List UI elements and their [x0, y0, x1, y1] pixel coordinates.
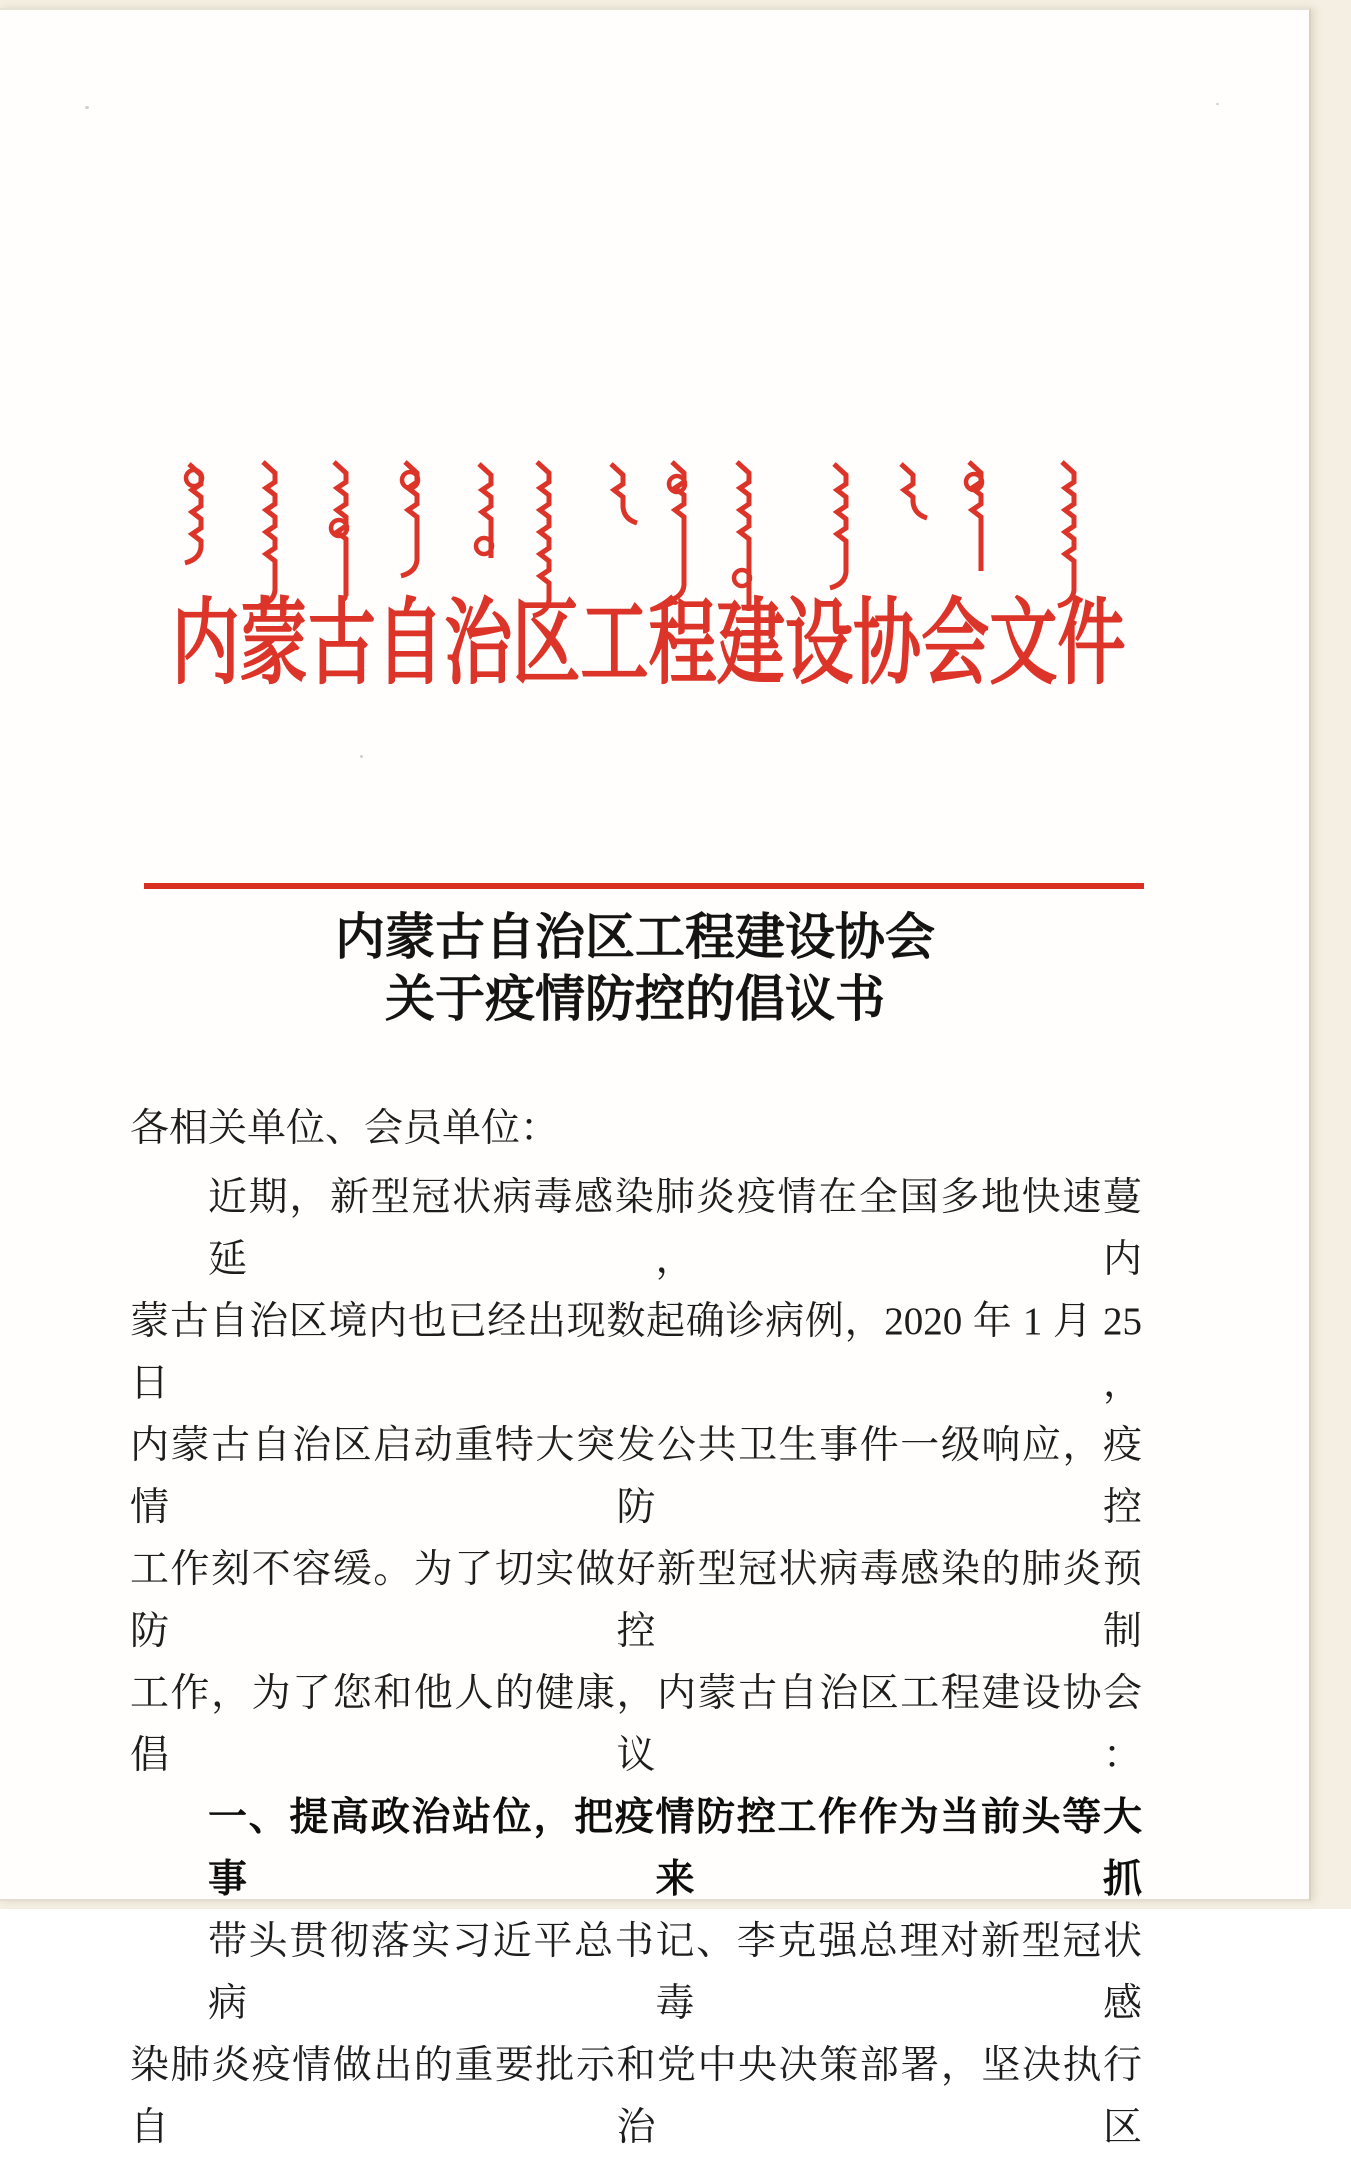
body-line: 染肺炎疫情做出的重要批示和党中央决策部署，坚决执行自治区	[130, 2044, 1142, 2149]
document-title	[0, 906, 1270, 1030]
body-line: 蒙古自治区境内也已经出现数起确诊病例，2020 年 1 月 25 日，	[130, 1300, 1142, 1405]
mongolian-word	[737, 462, 749, 611]
mongolian-word	[901, 464, 927, 518]
scan-speck	[1216, 103, 1219, 105]
letterhead-divider	[144, 883, 1144, 889]
letterhead-title: 内蒙古自治区工程建设协会文件	[171, 592, 1126, 696]
mongolian-word	[259, 462, 275, 606]
mongolian-word	[611, 464, 637, 523]
mongolian-word	[830, 464, 846, 588]
mongolian-word	[334, 462, 346, 596]
mongolian-word	[1058, 462, 1074, 606]
salutation: 各相关单位、会员单位：	[130, 1107, 560, 1150]
document-title-line2: 关于疫情防控的倡议书	[385, 971, 885, 1027]
body-line: 内蒙古自治区启动重特大突发公共卫生事件一级响应，疫情防控	[130, 1424, 1142, 1529]
document-title-line1: 内蒙古自治区工程建设协会	[335, 909, 935, 965]
body-paragraphs	[130, 1167, 1142, 2159]
scan-speck	[85, 106, 89, 109]
body-line-heading: 一、提高政治站位，把疫情防控工作作为当前头等大事来抓	[208, 1796, 1142, 1901]
mongolian-word	[479, 464, 491, 558]
body-line: 近期，新型冠状病毒感染肺炎疫情在全国多地快速蔓延，内	[208, 1176, 1142, 1281]
body-line: 工作，为了您和他人的健康，内蒙古自治区工程建设协会倡议：	[130, 1672, 1142, 1777]
body-line: 工作刻不容缓。为了切实做好新型冠状病毒感染的肺炎预防控制	[130, 1548, 1142, 1653]
scan-speck	[360, 755, 363, 758]
body-line: 带头贯彻落实习近平总书记、李克强总理对新型冠状病毒感	[208, 1920, 1142, 2025]
